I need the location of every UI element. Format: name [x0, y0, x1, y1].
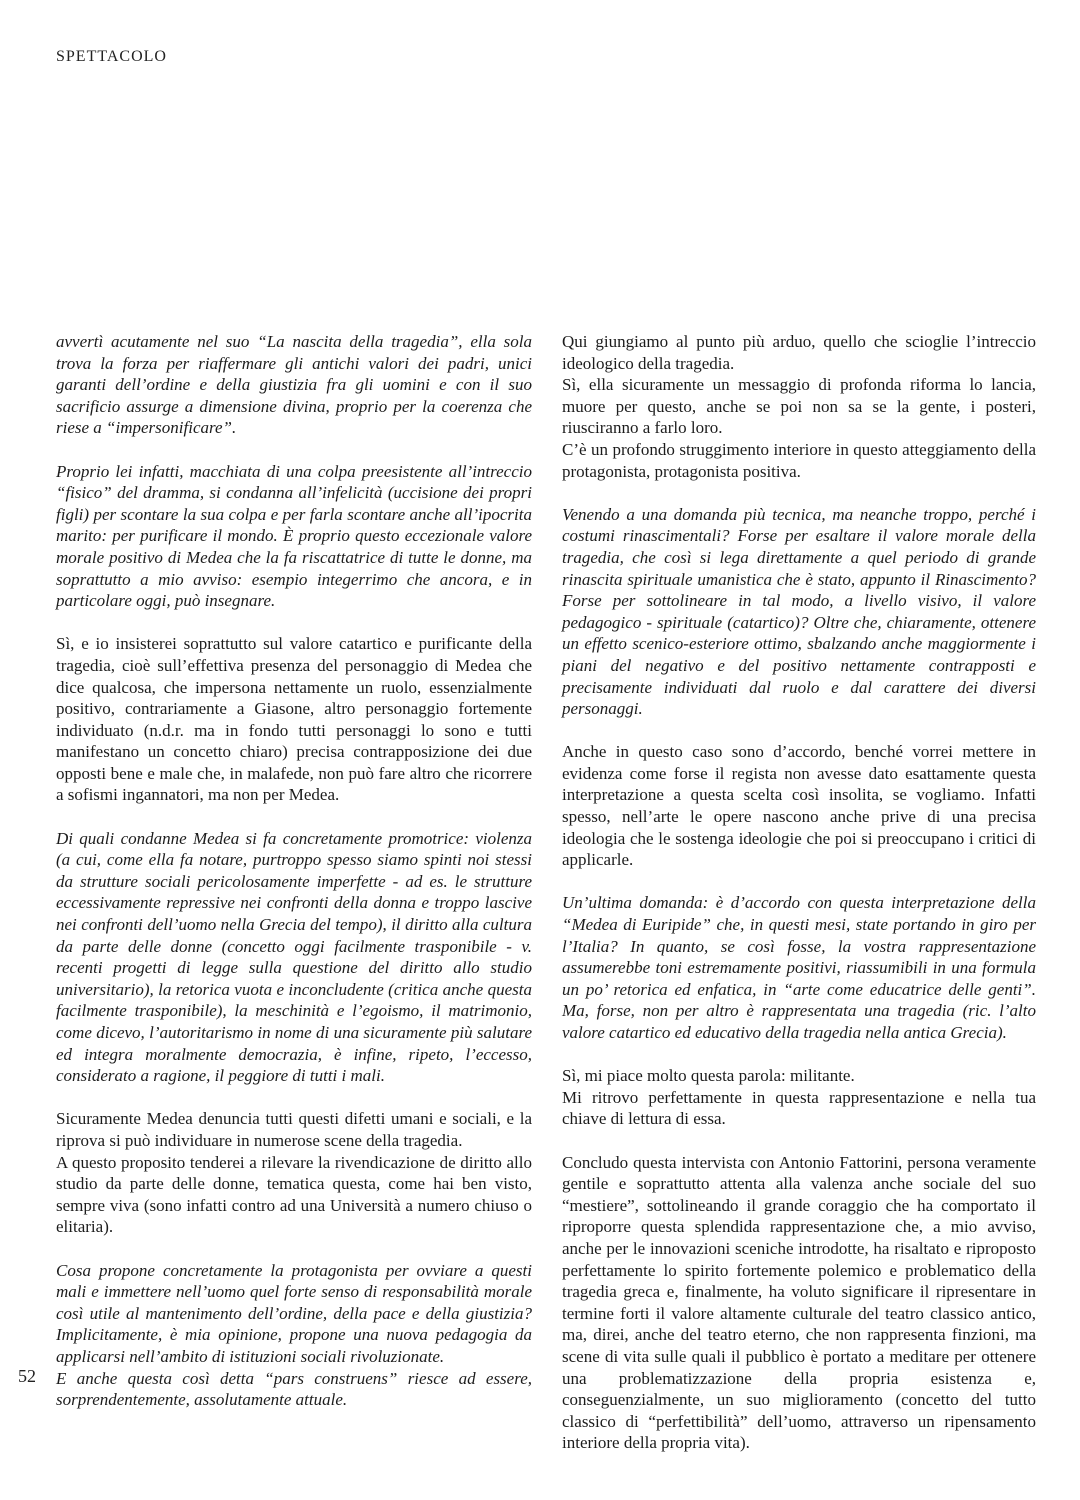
paragraph: Venendo a una domanda più tecnica, ma neanche troppo, perché i costumi rinascimentali? Forse per esaltare il valore morale della tragedia, che così si lega direttamente a quel periodo di grande rinascita spirituale umanistica che è stato, appunto il Rinascimento? Forse per sottolineare in tal modo, a livello visivo, il valore pedagogico - spirituale (catartico)? Oltre che, chiaramente, ottenere un effetto scenico-esteriore ottimo, sbalzando anche maggiormente i piani del negativo e del positivo nettamente contrapposti e precisamente individuati dal ruolo e dal carattere dei diversi personaggi. — [562, 504, 1036, 719]
paragraph: Sì, e io insisterei soprattutto sul valore catartico e purificante della tragedia, cioè sull’effettiva presenza del personaggio di Medea che dice qualcosa, che impersona nettamente un ruolo, essenzialmente positivo, contrariamente a Giasone, altro personaggio fortemente individuato (n.d.r. ma in fondo tutti personaggi lo sono e tutti manifestano un concetto chiaro) precisa contrapposizione dei due opposti bene e male che, in malafede, non può fare altro che ricorrere a sofismi ingannatori, ma non per Medea. — [56, 634, 532, 805]
paragraph: Mi ritrovo perfettamente in questa rappresentazione e nella tua chiave di lettura di essa. — [562, 1087, 1036, 1129]
paragraph: Anche in questo caso sono d’accordo, benché vorrei mettere in evidenza come forse il regista non avesse dato esattamente questa interpretazione a questa scelta così insolita, se vogliamo. Infatti spesso, nell’arte le opere nascono anche prive di una precisa ideologia che le sostenga ideologie che poi si preoccupano i critici di applicarle. — [562, 742, 1036, 870]
paragraph: Un’ultima domanda: è d’accordo con questa interpretazione della “Medea di Euripide” che, in questi mesi, state portando in giro per l’Italia? In quanto, se così fosse, la vostra rappresentazione assumerebbe toni estremamente positivi, riassumibili in una formula un po’ retorica ed enfatica, in “arte come educatrice delle genti”. Ma, forse, non per altro è rappresentata una tragedia (ric. l’alto valore catartico ed educativo della tragedia nella antica Grecia). — [562, 893, 1036, 1042]
page-number: 52 — [18, 1366, 36, 1386]
section-header: SPETTACOLO — [56, 48, 167, 65]
paragraph: Sì, mi piace molto questa parola: militante. — [562, 1066, 855, 1086]
paragraph: avvertì acutamente nel suo “La nascita della tragedia”, ella sola trova la forza per riaffermare gli antichi valori dei padri, unici garanti dell’ordine e della giustizia fra gli uomini e con il suo sacrificio assurge a dimensione divina, proprio per la coerenza che riese a “impersonificare”. — [56, 332, 532, 438]
paragraph: Concludo questa intervista con Antonio Fattorini, persona veramente gentile e soprattutto attenta alla valenza anche sociale del suo “mestiere”, sottolineando il grande coraggio che ha comportato il riproporre questa splendida rappresentazione che, a mio avviso, anche per le innovazioni sceniche introdotte, ha risaltato e riproposto perfettamente lo spirito fortemente polemico e problematico della tragedia greca e, finalmente, ha voluto significare il ripresentare in termine forti il valore altamente culturale del teatro classico antico, ma, direi, anche del teatro eterno, che non rappresenta finzioni, ma scene di vita sulle quali il pubblico è portato a meditare per ottenere una problematizzazione della propria esistenza e, conseguenzialmente, un suo miglioramento (concetto del tutto classico di “perfettibilità” dell’uomo, attraverso un ripensamento interiore della propria vita). — [562, 1152, 1036, 1453]
paragraph: C’è un profondo struggimento interiore in questo atteggiamento della protagonista, protagonista positiva. — [562, 439, 1036, 481]
paragraph: Di quali condanne Medea si fa concretamente promotrice: violenza (a cui, come ella fa notare, purtroppo spesso siamo spinti noi stessi da strutture sociali pericolosamente imperfette - ad es. le strutture eccessivamente repressive nei confronti della donna e troppo lascive nei confronti dell’uomo nella Grecia del tempo), il diritto alla cultura da parte delle donne (concetto oggi facilmente trasponibile - v. recenti progetti di legge sulla questione del diritto allo studio universitario), la retorica vuota e inconcludente (critica anche questa facilmente trasponibile), la meschinità e l’egoismo, il matrimonio, come dicevo, l’autoritarismo in nome di una sicuramente più salutare ed integra moralmente democrazia, è infine, ripeto, l’eccesso, considerato a ragione, il peggiore di tutti i mali. — [56, 828, 532, 1086]
paragraph: Qui giungiamo al punto più arduo, quello che scioglie l’intreccio ideologico della tragedia. — [562, 332, 1036, 373]
paragraph: Sì, ella sicuramente un messaggio di profonda riforma lo lancia, muore per questo, anche se poi non sa se la gente, i posteri, riusciranno a farlo loro. — [562, 375, 1036, 438]
paragraph: Proprio lei infatti, macchiata di una colpa preesistente all’intreccio “fisico” del dramma, si condanna all’infelicità (uccisione dei propri figli) per scontare la sua colpa e per farla scontare anche all’ipocrita marito: per purificare il mondo. È proprio questo eccezionale valore morale positivo di Medea che la fa riscattatrice di tutte le donne, ma soprattutto a mio avviso: esempio integerrimo che ancora, e in particolare oggi, può insegnare. — [56, 461, 532, 611]
paragraph: E anche questa così detta “pars construens” riesce ad essere, sorprendentemente, assolutamente attuale. — [56, 1368, 532, 1410]
paragraph: Cosa propone concretamente la protagonista per ovviare a questi mali e immettere nell’uomo quel forte senso di responsabilità morale così utile al mantenimento dell’ordine, della pace e della giustizia? Implicitamente, è mia opinione, propone una nuova pedagogia da applicarsi nell’ambito di istituzioni sociali rivoluzionate. — [56, 1260, 532, 1366]
paragraph: A questo proposito tenderei a rilevare la rivendicazione de diritto allo studio da parte delle donne, tematica questa, come hai ben visto, sempre viva (sono infatti contro ad una Università a numero chiuso o elitaria). — [56, 1152, 532, 1237]
left-column — [56, 331, 532, 1411]
right-column — [562, 331, 1036, 1454]
paragraph: Sicuramente Medea denuncia tutti questi difetti umani e sociali, e la riprova si può individuare in numerose scene della tragedia. — [56, 1109, 532, 1150]
